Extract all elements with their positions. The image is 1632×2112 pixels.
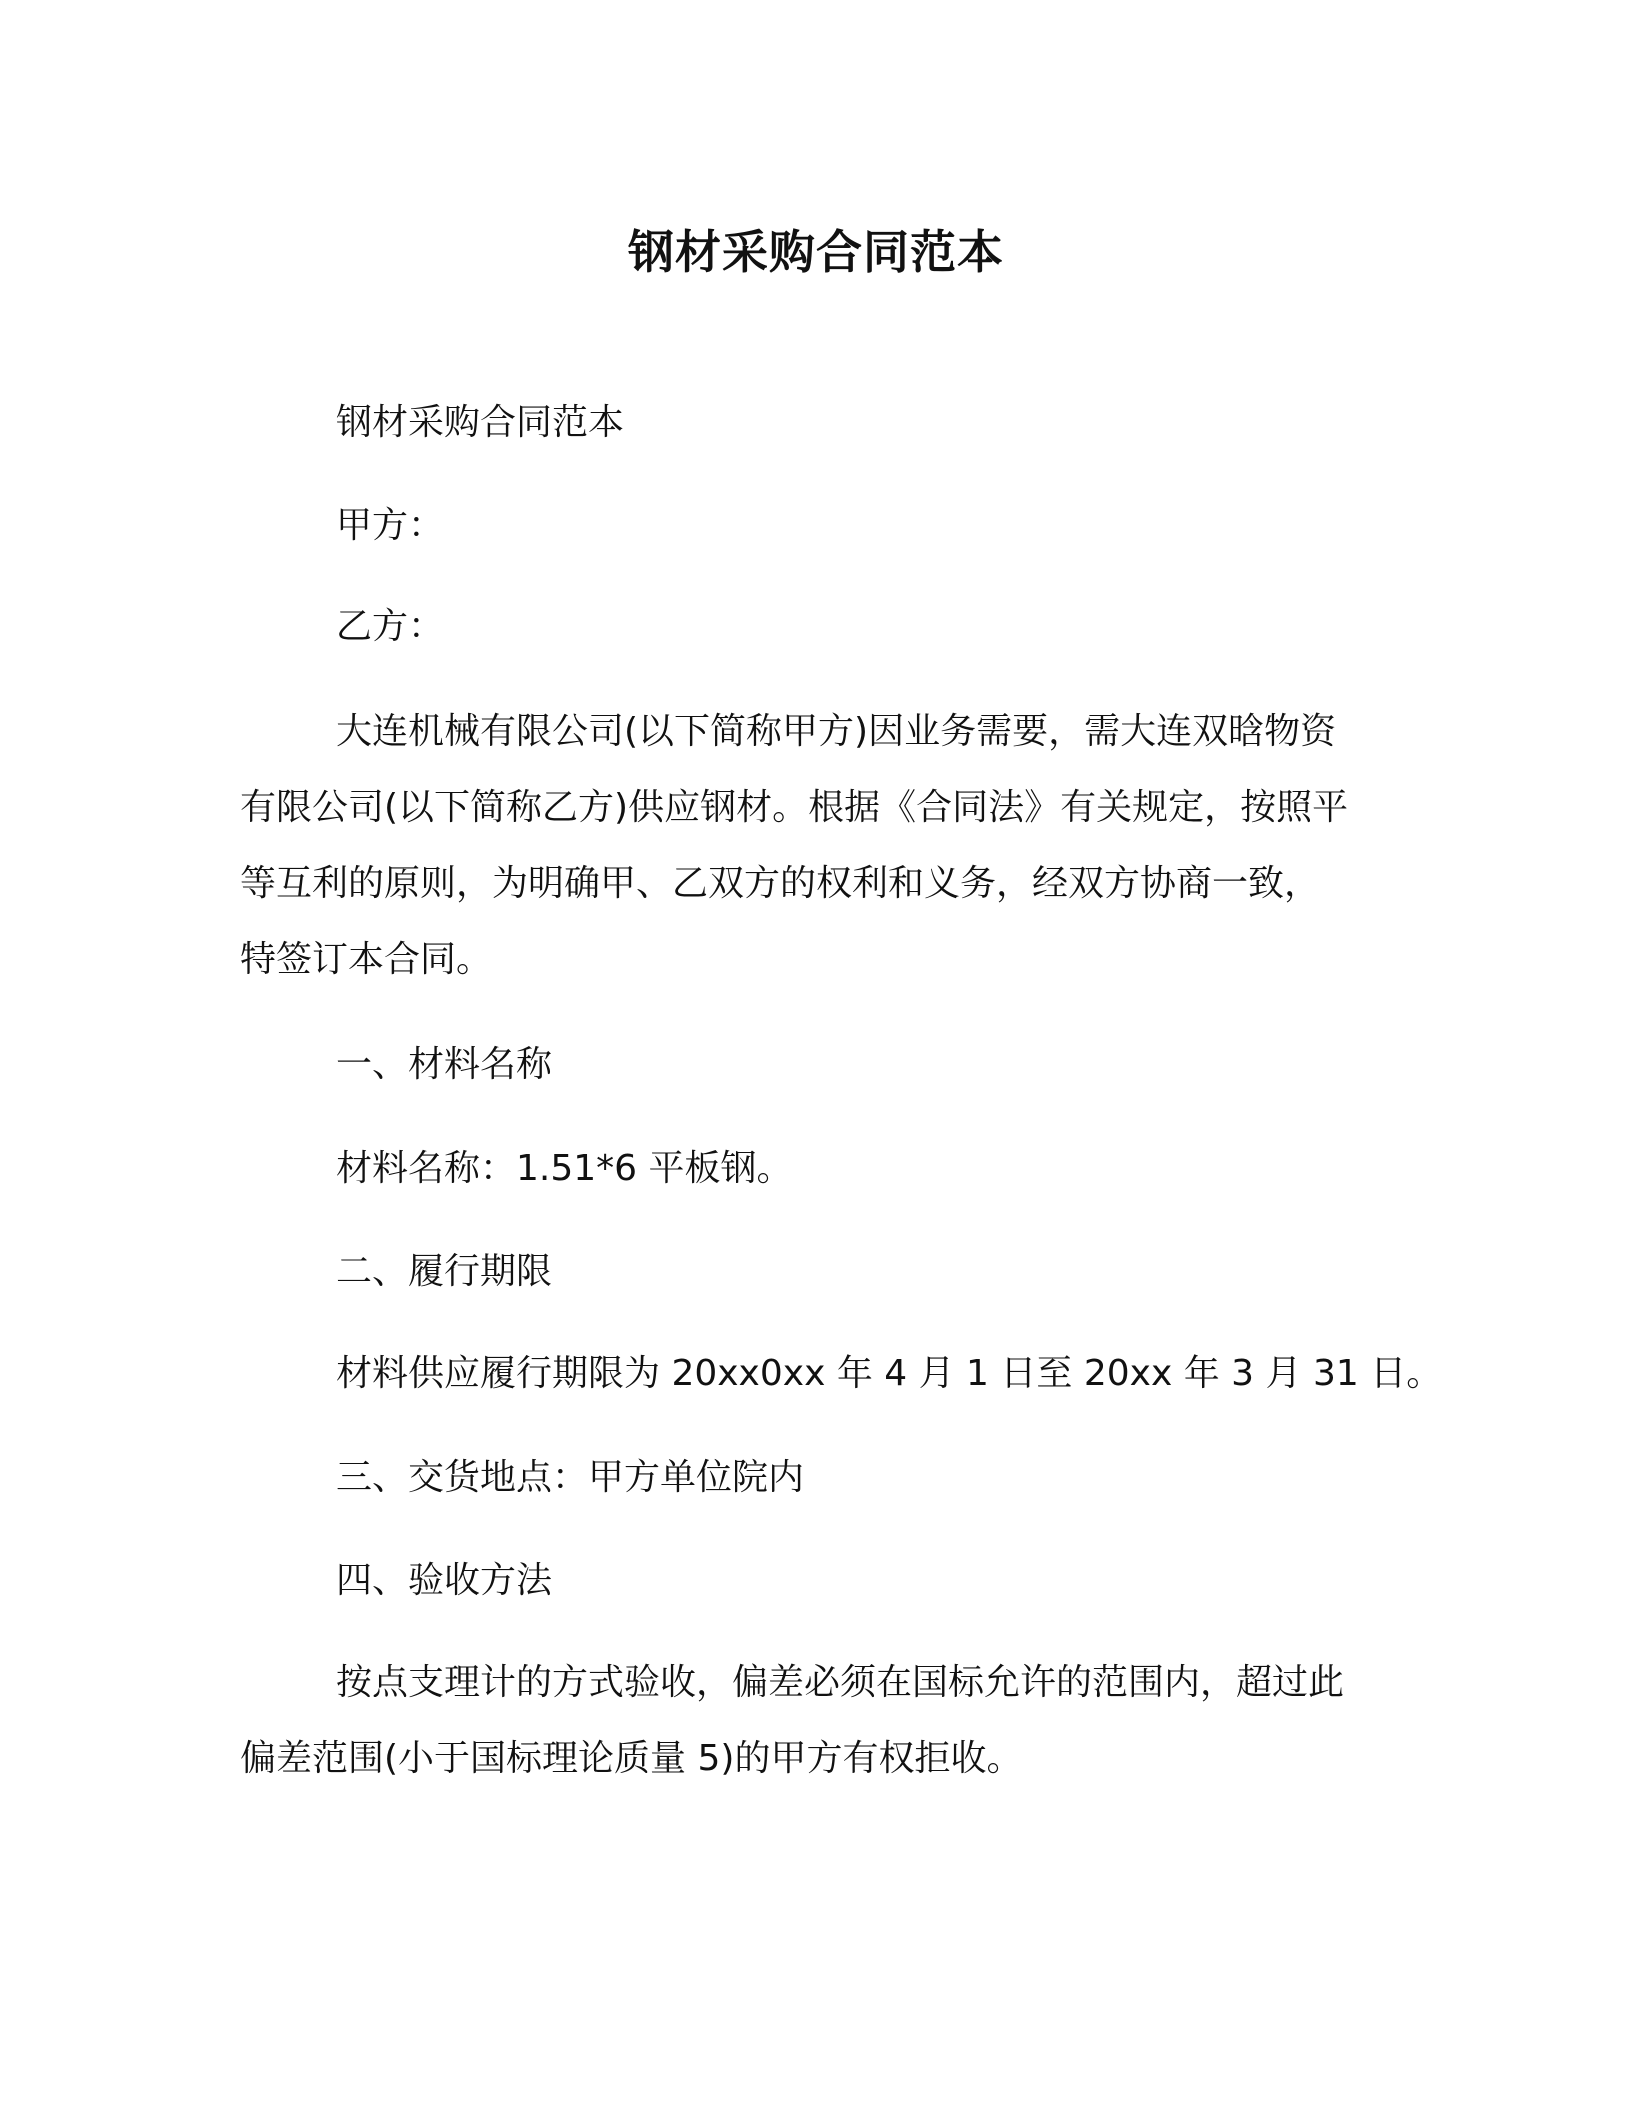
section-4-body bbox=[240, 1645, 1380, 1797]
section-3-heading: 三、交货地点：甲方单位院内 bbox=[336, 1457, 805, 1498]
subtitle-paragraph: 钢材采购合同范本 bbox=[336, 402, 625, 443]
intro-paragraph bbox=[240, 694, 1380, 998]
section-4-heading: 四、验收方法 bbox=[336, 1560, 553, 1601]
party-b-label: 乙方： bbox=[336, 606, 445, 647]
intro-line-1: 大连机械有限公司(以下简称甲方)因业务需要，需大连双晗物资 bbox=[336, 711, 1337, 752]
intro-line-3: 等互利的原则，为明确甲、乙双方的权利和义务，经双方协商一致， bbox=[240, 863, 1321, 904]
section-4-line-2: 偏差范围(小于国标理论质量 5)的甲方有权拒收。 bbox=[240, 1738, 1023, 1779]
section-4-line-1: 按点支理计的方式验收，偏差必须在国标允许的范围内，超过此 bbox=[336, 1662, 1345, 1703]
section-2-body: 材料供应履行期限为 20xx0xx 年 4 月 1 日至 20xx 年 3 月 31 日。 bbox=[336, 1353, 1443, 1394]
document-title: 钢材采购合同范本 bbox=[628, 225, 1004, 279]
party-a-label: 甲方： bbox=[336, 505, 445, 546]
intro-line-4: 特签订本合同。 bbox=[240, 939, 493, 980]
section-1-heading: 一、材料名称 bbox=[336, 1044, 553, 1085]
intro-line-2: 有限公司(以下简称乙方)供应钢材。根据《合同法》有关规定，按照平 bbox=[240, 787, 1349, 828]
section-1-body: 材料名称：1.51*6 平板钢。 bbox=[336, 1148, 793, 1189]
section-2-heading: 二、履行期限 bbox=[336, 1251, 553, 1292]
